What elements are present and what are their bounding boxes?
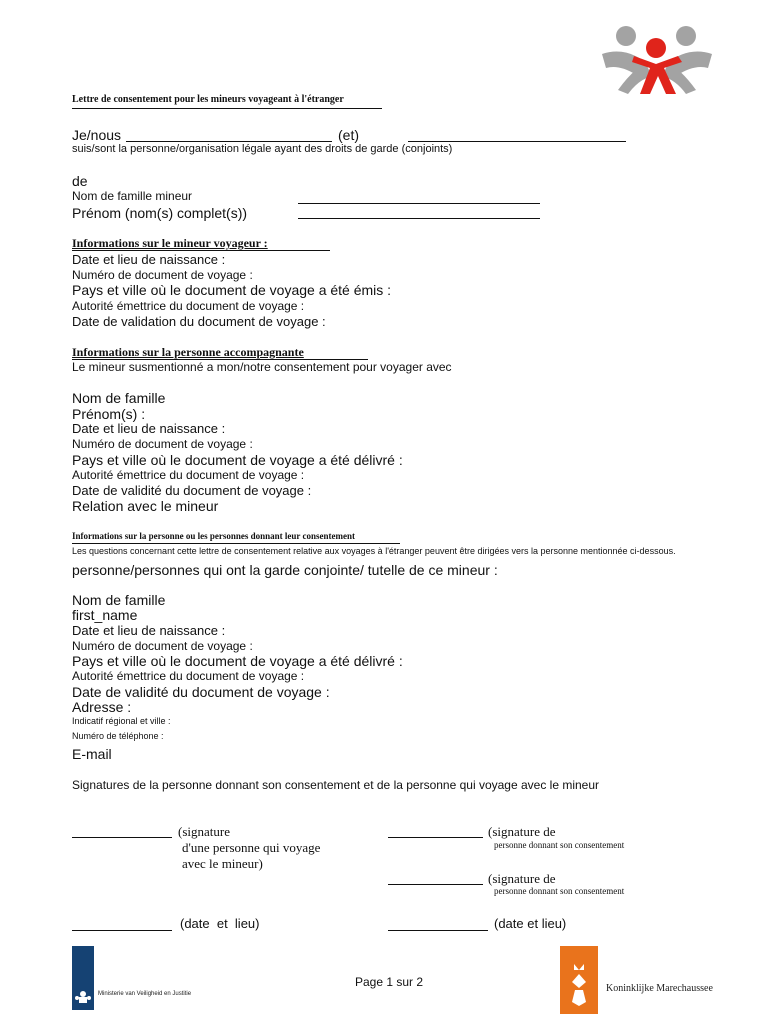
minor-last-name-line[interactable] — [298, 203, 540, 204]
consent-lead: personne/personnes qui ont la garde conjointe/ tutelle de ce mineur : — [72, 562, 498, 578]
consent-signature-line-b[interactable] — [388, 884, 483, 885]
consent-field-phone: Numéro de téléphone : — [72, 731, 164, 741]
minor-first-name-label: Prénom (nom(s) complet(s)) — [72, 205, 248, 221]
consent-signature-label-b: (signature de — [488, 871, 556, 886]
consent-field-last-name: Nom de famille — [72, 592, 166, 608]
traveler-signature-label-2: d'une personne qui voyage — [182, 840, 321, 855]
consent-signature-label-a: (signature de — [488, 824, 556, 839]
companion-field-first-name: Prénom(s) : — [72, 406, 146, 422]
companion-field-birth: Date et lieu de naissance : — [72, 421, 226, 436]
minor-field-authority: Autorité émettrice du document de voyage : — [72, 299, 305, 313]
kmar-emblem-icon — [566, 962, 592, 1006]
consent-field-birth: Date et lieu de naissance : — [72, 623, 226, 638]
companion-field-relation: Relation avec le mineur — [72, 498, 219, 514]
consent-signature-line-a[interactable] — [388, 837, 483, 838]
jenous-label: Je/nous — [72, 127, 122, 143]
companion-field-authority: Autorité émettrice du document de voyage : — [72, 468, 305, 482]
consent-field-doc-number: Numéro de document de voyage : — [72, 639, 253, 653]
minor-section-title: Informations sur le mineur voyageur : — [72, 236, 268, 250]
consent-title-underline — [72, 543, 400, 544]
minor-field-doc-number: Numéro de document de voyage : — [72, 268, 253, 282]
minor-title-underline — [72, 250, 330, 251]
minor-last-name-label: Nom de famille mineur — [72, 189, 193, 203]
second-name-line[interactable] — [408, 141, 626, 142]
minor-field-validation: Date de validation du document de voyage : — [72, 314, 326, 329]
ministry-name: Ministerie van Veiligheid en Justitie — [98, 991, 192, 997]
page-number: Page 1 sur 2 — [355, 975, 424, 989]
traveler-signature-label-3: avec le mineur) — [182, 856, 263, 871]
coat-of-arms-icon — [74, 990, 92, 1004]
companion-section-title: Informations sur la personne accompagnante — [72, 345, 304, 359]
consent-field-area-code: Indicatif régional et ville : — [72, 716, 171, 726]
companion-field-validity: Date de validité du document de voyage : — [72, 483, 312, 498]
traveler-signature-line[interactable] — [72, 837, 172, 838]
letter-title: Lettre de consentement pour les mineurs voyageant à l'étranger — [72, 94, 344, 105]
de-label: de — [72, 173, 88, 189]
consent-signature-sub-b: personne donnant son consentement — [494, 886, 625, 896]
consent-field-address: Adresse : — [72, 699, 132, 715]
custody-text: suis/sont la personne/organisation légale ayant des droits de garde (conjoints) — [72, 143, 453, 155]
minor-field-birth: Date et lieu de naissance : — [72, 252, 226, 267]
jenous-name-line[interactable] — [126, 141, 332, 142]
consent-field-email: E-mail — [72, 746, 112, 762]
minor-field-issued-place: Pays et ville où le document de voyage a été émis : — [72, 282, 392, 298]
consent-note: Les questions concernant cette lettre de consentement relative aux voyages à l'étranger peuvent être dirigées vers la personne mentionnée ci-dessous. — [72, 546, 676, 556]
et-label: (et) — [338, 127, 359, 143]
date-place-line-right[interactable] — [388, 930, 488, 931]
date-place-line-left[interactable] — [72, 930, 172, 931]
consent-field-validity: Date de validité du document de voyage : — [72, 684, 330, 700]
title-underline — [72, 108, 382, 109]
kmar-name: Koninklijke Marechaussee — [606, 983, 713, 994]
consent-field-issued-place: Pays et ville où le document de voyage a été délivré : — [72, 653, 403, 669]
companion-field-issued-place: Pays et ville où le document de voyage a été délivré : — [72, 452, 403, 468]
date-place-label-right: (date et lieu) — [494, 916, 567, 931]
companion-field-last-name: Nom de famille — [72, 390, 166, 406]
minor-first-name-line[interactable] — [298, 218, 540, 219]
consent-field-authority: Autorité émettrice du document de voyage : — [72, 669, 305, 683]
companion-lead: Le mineur susmentionné a mon/notre consentement pour voyager avec — [72, 360, 452, 374]
consent-section-title: Informations sur la personne ou les personnes donnant leur consentement — [72, 531, 355, 541]
signatures-intro: Signatures de la personne donnant son consentement et de la personne qui voyage avec le mineur — [72, 778, 600, 792]
consent-field-first-name: first_name — [72, 607, 138, 623]
date-place-label-left: (date et lieu) — [180, 916, 260, 931]
children-logo-icon — [598, 24, 716, 96]
traveler-signature-label-1: (signature — [178, 824, 230, 839]
companion-field-doc-number: Numéro de document de voyage : — [72, 437, 253, 451]
consent-signature-sub-a: personne donnant son consentement — [494, 840, 625, 850]
